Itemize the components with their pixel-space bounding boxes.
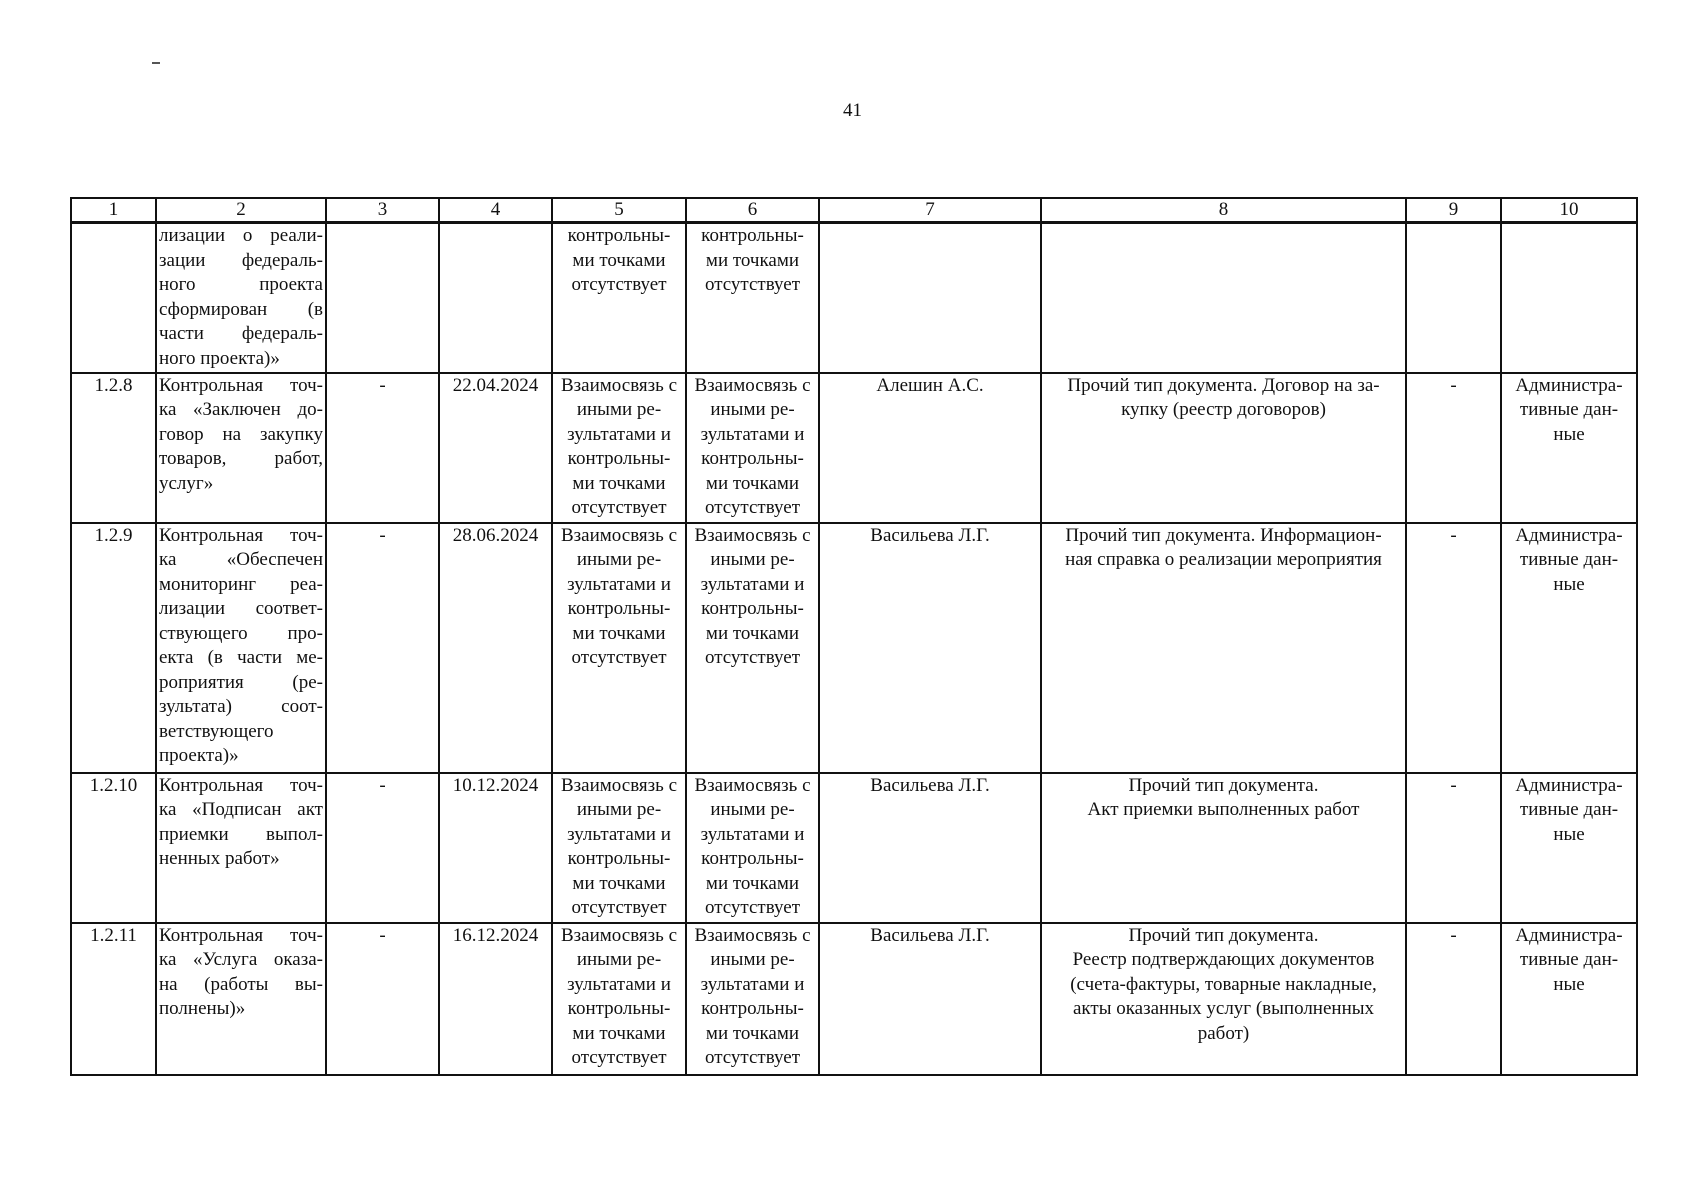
document-type-line: Прочий тип документа.: [1128, 774, 1319, 796]
data-source-line: Администра-: [1515, 924, 1623, 946]
control-point-name-line: ка «Заключен до-: [159, 399, 323, 420]
links-results-line: отсутствует: [571, 1047, 667, 1068]
data-source: [1501, 223, 1637, 373]
document-type-line: (счета-фактуры, товарные накладные,: [1070, 973, 1377, 995]
links-control-points: [686, 373, 819, 523]
data-source-line: ные: [1553, 423, 1585, 445]
control-point-name: [156, 223, 326, 373]
links-control-points-line: иными ре-: [710, 949, 795, 970]
links-results-line: отсутствует: [571, 497, 667, 518]
links-control-points: [686, 523, 819, 773]
control-point-name-line: проекта)»: [159, 745, 239, 766]
document-type-line: Реестр подтверждающих документов: [1072, 949, 1375, 970]
row-number: 1.2.10: [71, 773, 156, 923]
links-control-points-line: контрольны-: [701, 448, 804, 469]
control-point-name: [156, 923, 326, 1075]
control-point-name-line: товаров, работ,: [159, 448, 323, 469]
links-results-line: зультатами и: [567, 423, 671, 445]
table-row: [71, 773, 1637, 923]
control-point-name-line: екта (в части ме-: [159, 647, 323, 668]
links-results-line: зультатами и: [567, 573, 671, 595]
links-results-line: Взаимосвязь с: [560, 374, 678, 396]
responsible-person: Васильева Л.Г.: [819, 923, 1041, 1075]
links-results: [552, 923, 686, 1075]
document-type: [1041, 923, 1406, 1075]
links-control-points-line: контрольны-: [701, 225, 804, 246]
document-type-line: акты оказанных услуг (выполненных: [1072, 998, 1375, 1019]
links-results-line: иными ре-: [576, 799, 662, 820]
row-number: [71, 223, 156, 373]
column-number: 9: [1406, 198, 1501, 223]
links-control-points-line: Взаимосвязь с: [694, 774, 811, 796]
control-point-name: [156, 523, 326, 773]
document-type-line: работ): [1197, 1022, 1250, 1044]
control-points-table: [70, 197, 1638, 1076]
links-control-points-line: ми точками: [705, 622, 800, 644]
responsible-person: Васильева Л.Г.: [819, 523, 1041, 773]
page-number: 41: [843, 100, 862, 121]
column-number: 8: [1041, 198, 1406, 223]
control-point-name-line: мониторинг реа-: [159, 573, 323, 595]
links-results-line: Взаимосвязь с: [560, 774, 678, 796]
links-control-points: [686, 773, 819, 923]
column-9-value: -: [1406, 523, 1501, 773]
row-number: 1.2.8: [71, 373, 156, 523]
links-control-points-line: контрольны-: [701, 598, 804, 619]
document-type: [1041, 773, 1406, 923]
column-number: 1: [71, 198, 156, 223]
control-point-name-line: полнены)»: [159, 998, 246, 1019]
links-control-points-line: Взаимосвязь с: [694, 374, 811, 396]
links-control-points-line: иными ре-: [710, 399, 795, 420]
data-source: [1501, 523, 1637, 773]
column-number-row: [71, 198, 1637, 223]
due-date: 22.04.2024: [439, 373, 552, 523]
links-control-points-line: Взаимосвязь с: [694, 924, 811, 946]
links-results-line: ми точками: [572, 1022, 666, 1044]
links-results: [552, 223, 686, 373]
document-type-line: Прочий тип документа. Информацион-: [1065, 524, 1382, 546]
control-point-name-line: лизации о реали-: [159, 225, 323, 246]
control-point-name-line: ка «Подписан акт: [159, 799, 323, 820]
column-number: 2: [156, 198, 326, 223]
column-9-value: [1406, 223, 1501, 373]
data-source-line: Администра-: [1515, 774, 1623, 796]
control-point-name-line: роприятия (ре-: [159, 671, 323, 693]
data-source: [1501, 373, 1637, 523]
links-results-line: контрольны-: [567, 225, 671, 246]
links-control-points-line: контрольны-: [701, 848, 804, 869]
column-number: 5: [552, 198, 686, 223]
column-number: 4: [439, 198, 552, 223]
data-source-line: ные: [1553, 823, 1585, 845]
due-date: 16.12.2024: [439, 923, 552, 1075]
table-row: [71, 923, 1637, 1075]
control-point-name-line: Контрольная точ-: [159, 774, 323, 796]
links-results-line: иными ре-: [576, 949, 662, 970]
control-point-name-line: приемки выпол-: [159, 823, 323, 845]
links-control-points-line: отсутствует: [704, 1047, 801, 1068]
data-source-line: ные: [1553, 573, 1585, 595]
links-control-points-line: отсутствует: [704, 497, 801, 518]
column-number: 7: [819, 198, 1041, 223]
column-3-value: -: [326, 373, 439, 523]
control-point-name-line: ветствующего: [159, 720, 274, 742]
control-point-name-line: Контрольная точ-: [159, 524, 323, 546]
links-results-line: ми точками: [572, 249, 666, 271]
links-results-line: отсутствует: [571, 274, 667, 295]
links-control-points-line: зультатами и: [700, 973, 805, 995]
column-number: 10: [1501, 198, 1637, 223]
control-point-name-line: ненных работ»: [159, 848, 280, 869]
data-source-line: Администра-: [1515, 374, 1623, 396]
scan-mark: [152, 62, 160, 64]
table-row: [71, 223, 1637, 373]
links-results-line: отсутствует: [571, 897, 667, 918]
column-9-value: -: [1406, 923, 1501, 1075]
links-control-points-line: ми точками: [705, 872, 800, 894]
control-point-name-line: ного проекта: [159, 274, 323, 295]
responsible-person: Васильева Л.Г.: [819, 773, 1041, 923]
control-point-name-line: части федераль-: [159, 323, 323, 344]
document-type-line: Прочий тип документа. Договор на за-: [1067, 374, 1380, 396]
links-results-line: Взаимосвязь с: [560, 524, 678, 546]
document-type-line: купку (реестр договоров): [1121, 399, 1326, 420]
due-date: [439, 223, 552, 373]
links-control-points-line: Взаимосвязь с: [694, 524, 811, 546]
column-3-value: [326, 223, 439, 373]
links-results-line: контрольны-: [567, 848, 671, 869]
links-results-line: Взаимосвязь с: [560, 924, 678, 946]
control-point-name-line: говор на закупку: [159, 423, 323, 445]
due-date: 28.06.2024: [439, 523, 552, 773]
links-results-line: иными ре-: [576, 399, 662, 420]
control-point-name-line: услуг»: [159, 472, 214, 494]
document-type-line: Прочий тип документа.: [1128, 924, 1319, 946]
data-source: [1501, 773, 1637, 923]
responsible-person: [819, 223, 1041, 373]
column-9-value: -: [1406, 773, 1501, 923]
links-control-points-line: ми точками: [705, 472, 800, 494]
links-control-points-line: отсутствует: [704, 897, 801, 918]
document-type: [1041, 523, 1406, 773]
links-control-points-line: ми точками: [705, 1022, 800, 1044]
links-results-line: ми точками: [572, 872, 666, 894]
links-control-points-line: зультатами и: [700, 823, 805, 845]
links-control-points-line: иными ре-: [710, 799, 795, 820]
control-point-name-line: ствующего про-: [159, 622, 323, 644]
data-source-line: ные: [1553, 973, 1585, 995]
control-point-name-line: Контрольная точ-: [159, 374, 323, 396]
links-control-points-line: зультатами и: [700, 423, 805, 445]
due-date: 10.12.2024: [439, 773, 552, 923]
control-point-name-line: ка «Обеспечен: [159, 549, 323, 570]
document-type-line: ная справка о реализации мероприятия: [1065, 549, 1382, 570]
data-source-line: тивные дан-: [1519, 799, 1619, 820]
links-results: [552, 523, 686, 773]
data-source-line: тивные дан-: [1519, 399, 1619, 420]
column-3-value: -: [326, 773, 439, 923]
links-results-line: контрольны-: [567, 448, 671, 469]
column-number: 6: [686, 198, 819, 223]
control-point-name-line: лизации соответ-: [159, 598, 323, 619]
links-results-line: ми точками: [572, 622, 666, 644]
data-source: [1501, 923, 1637, 1075]
data-source-line: Администра-: [1515, 524, 1623, 546]
links-results-line: зультатами и: [567, 823, 671, 845]
links-results-line: иными ре-: [576, 549, 662, 570]
control-point-name-line: сформирован (в: [159, 298, 323, 320]
responsible-person: Алешин А.С.: [819, 373, 1041, 523]
control-point-name-line: зультата) соот-: [159, 696, 323, 717]
control-point-name: [156, 373, 326, 523]
links-control-points: [686, 223, 819, 373]
links-results-line: контрольны-: [567, 598, 671, 619]
links-results-line: ми точками: [572, 472, 666, 494]
links-control-points: [686, 923, 819, 1075]
table-row: [71, 523, 1637, 773]
column-9-value: -: [1406, 373, 1501, 523]
control-point-name-line: ного проекта)»: [159, 347, 280, 369]
data-source-line: тивные дан-: [1519, 949, 1619, 970]
data-source-line: тивные дан-: [1519, 549, 1619, 570]
links-control-points-line: иными ре-: [710, 549, 795, 570]
links-results-line: отсутствует: [571, 647, 667, 668]
links-control-points-line: зультатами и: [700, 573, 805, 595]
links-results-line: зультатами и: [567, 973, 671, 995]
document-type-line: Акт приемки выполненных работ: [1087, 799, 1360, 820]
table-row: [71, 373, 1637, 523]
row-number: 1.2.11: [71, 923, 156, 1075]
links-results: [552, 773, 686, 923]
control-point-name-line: на (работы вы-: [159, 973, 323, 995]
column-number: 3: [326, 198, 439, 223]
links-control-points-line: отсутствует: [704, 647, 801, 668]
control-point-name-line: зации федераль-: [159, 249, 323, 271]
column-3-value: -: [326, 923, 439, 1075]
control-point-name: [156, 773, 326, 923]
links-control-points-line: контрольны-: [701, 998, 804, 1019]
links-results-line: контрольны-: [567, 998, 671, 1019]
column-3-value: -: [326, 523, 439, 773]
document-type: [1041, 223, 1406, 373]
row-number: 1.2.9: [71, 523, 156, 773]
links-control-points-line: отсутствует: [704, 274, 801, 295]
links-control-points-line: ми точками: [705, 249, 800, 271]
document-type: [1041, 373, 1406, 523]
links-results: [552, 373, 686, 523]
control-point-name-line: ка «Услуга оказа-: [159, 949, 323, 970]
control-point-name-line: Контрольная точ-: [159, 924, 323, 946]
